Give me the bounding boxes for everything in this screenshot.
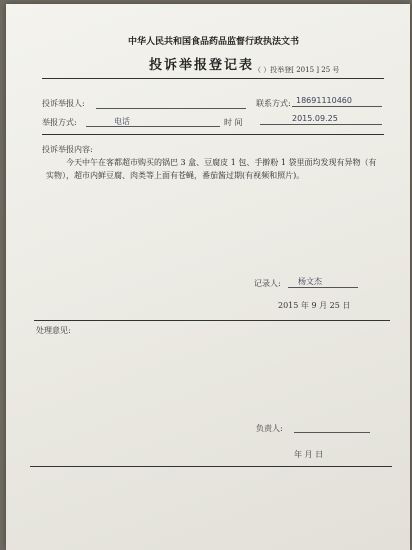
- responsible-label: 负责人:: [256, 424, 283, 433]
- method-underline: [86, 126, 220, 127]
- header-rule: [42, 78, 384, 79]
- recorder-underline: [288, 287, 358, 288]
- content-label: 投诉举报内容:: [42, 145, 93, 154]
- complaint-content: 今天中午在客都超市购买的锅巴 3 盒、豆腐皮 1 包、手擀粉 1 袋里面均发现有异物（有实物），超市内鲜豆腐、肉类等上面有苍蝇，番茄酱过期(有视频和照片)。: [46, 158, 377, 180]
- opinion-label: 处理意见:: [36, 326, 71, 335]
- doc-number-suffix: 号: [332, 66, 340, 74]
- doc-number: 25: [321, 66, 331, 74]
- doc-year: 2015: [296, 66, 315, 74]
- method-label: 举报方式:: [42, 118, 77, 127]
- fields-rule: [42, 134, 384, 135]
- phone-label: 联系方式:: [256, 99, 291, 108]
- responsible-date: 年 月 日: [294, 450, 324, 459]
- bottom-rule: [30, 466, 392, 467]
- recorder-date: 2015 年 9 月 25 日: [278, 301, 351, 310]
- time-underline: [260, 124, 382, 125]
- recorder-name: 杨文杰: [298, 277, 322, 286]
- phone-underline: [292, 106, 382, 107]
- content-rule: [34, 320, 390, 321]
- document-number: [254, 65, 339, 75]
- complainant-underline: [96, 108, 246, 109]
- recorder-label: 记录人:: [254, 279, 281, 288]
- time-value: 2015.09.25: [292, 114, 338, 123]
- time-label: 时 间: [224, 118, 243, 127]
- phone-value: 18691110460: [296, 96, 352, 105]
- form-title: 投诉举报登记表: [149, 58, 255, 73]
- doc-number-prefix: （ ）投举登[: [254, 66, 294, 74]
- document-sheet: [6, 4, 410, 550]
- complainant-label: 投诉举报人:: [42, 99, 85, 108]
- authority-heading: 中华人民共和国食品药品监督行政执法文书: [128, 37, 300, 47]
- doc-number-mid: ]: [316, 66, 319, 74]
- method-value: 电话: [114, 117, 130, 126]
- responsible-underline: [294, 432, 370, 433]
